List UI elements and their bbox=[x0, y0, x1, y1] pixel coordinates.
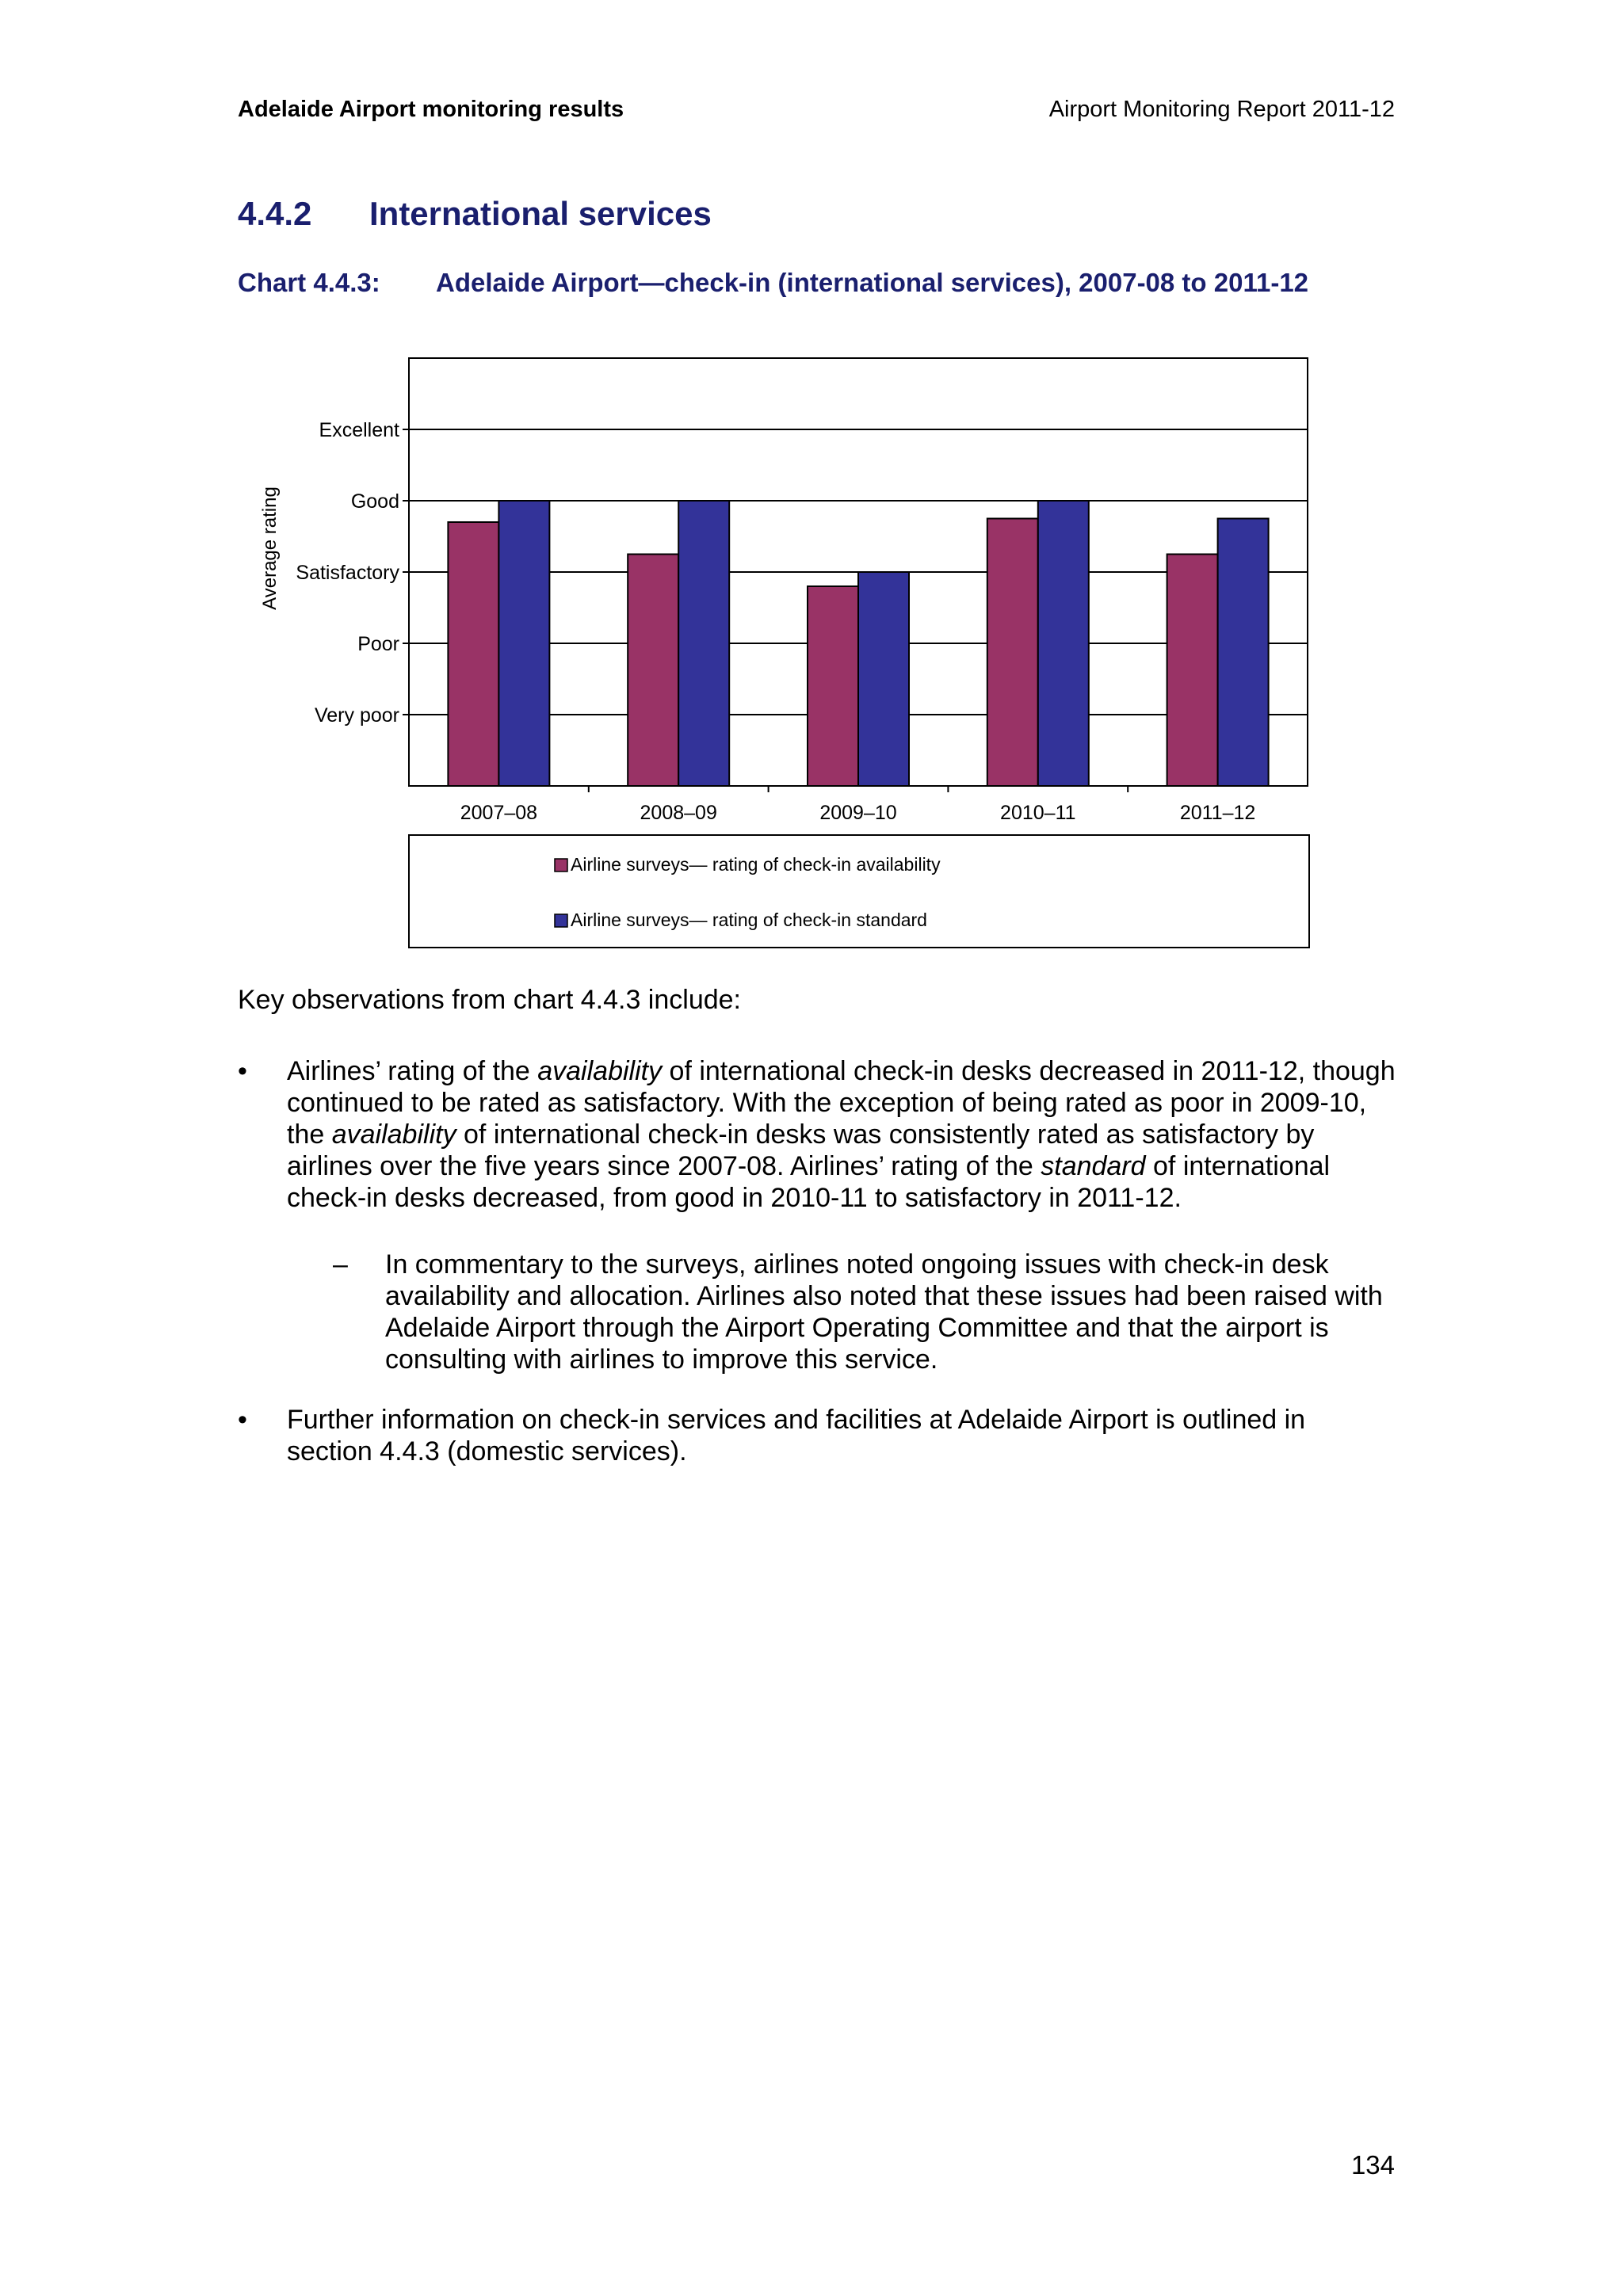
chart-caption bbox=[238, 268, 1308, 298]
bar-availability bbox=[448, 522, 498, 786]
sub-bullet-text: In commentary to the surveys, airlines noted ongoing issues with check-in desk availability and allocation. Airlines also noted that these issues had been raised with Adelaide Airport through the Airport Operating Committee and that the airport is consulting with airlines to improve this service. bbox=[385, 1249, 1383, 1375]
observations-intro: Key observations from chart 4.4.3 include: bbox=[238, 985, 741, 1015]
bar-availability bbox=[1167, 555, 1218, 787]
x-tick-label: 2008–09 bbox=[640, 802, 717, 824]
bar-standard bbox=[498, 501, 549, 786]
sub-bullet-dash: – bbox=[333, 1249, 348, 1280]
section-number: 4.4.2 bbox=[238, 195, 312, 232]
bar-standard bbox=[1038, 501, 1089, 786]
y-tick-label: Excellent bbox=[319, 419, 399, 441]
bar-chart bbox=[238, 349, 1323, 959]
running-header-left: Adelaide Airport monitoring results bbox=[238, 97, 624, 122]
bar-availability bbox=[628, 555, 678, 787]
x-tick-label: 2011–12 bbox=[1179, 802, 1256, 824]
y-tick-label: Satisfactory bbox=[296, 562, 399, 584]
legend-swatch bbox=[555, 859, 567, 871]
legend-label: Airline surveys— rating of check-in standard bbox=[571, 910, 927, 930]
bullet-1-emphasis: availability bbox=[331, 1119, 456, 1150]
bullet-1-emphasis: availability bbox=[537, 1056, 663, 1086]
bullet-symbol: • bbox=[238, 1056, 247, 1086]
page-number: 134 bbox=[1350, 2150, 1395, 2180]
bullet-symbol: • bbox=[238, 1405, 247, 1435]
section-heading bbox=[238, 195, 712, 233]
y-tick-label: Very poor bbox=[314, 704, 399, 727]
legend-swatch bbox=[555, 914, 567, 927]
bar-availability bbox=[808, 586, 858, 786]
legend-label: Airline surveys— rating of check-in availability bbox=[571, 854, 941, 875]
bar-standard bbox=[1218, 519, 1269, 787]
chart-title-text: Adelaide Airport—check-in (international services), 2007-08 to 2011-12 bbox=[436, 268, 1309, 297]
x-tick-label: 2007–08 bbox=[460, 802, 538, 824]
bullet-2-text: Further information on check-in services and facilities at Adelaide Airport is outlined in section 4.4.3 (domestic services). bbox=[287, 1405, 1306, 1466]
x-tick-label: 2010–11 bbox=[1000, 802, 1076, 824]
bar-availability bbox=[987, 519, 1038, 787]
y-axis-title: Average rating bbox=[259, 486, 281, 610]
bullet-1-part: Airlines’ rating of the bbox=[287, 1056, 538, 1086]
bullet-1-part: of international check-in desks decreased, from good in 2010-11 to satisfactory in 2011-12. bbox=[287, 1151, 1331, 1213]
running-header-right: Airport Monitoring Report 2011-12 bbox=[1048, 97, 1395, 122]
y-tick-label: Poor bbox=[357, 633, 399, 655]
legend-box bbox=[409, 835, 1309, 948]
bar-standard bbox=[678, 501, 729, 786]
bar-standard bbox=[858, 572, 909, 786]
x-tick-label: 2009–10 bbox=[819, 802, 897, 824]
bullet-1-part: of international check-in desks decreased in 2011-12, though continued to be rated as satisfactory. With the exception of being rated as poor in 2009-10, the bbox=[287, 1056, 1396, 1150]
bullet-1-part: of international check-in desks was consistently rated as satisfactory by airlines over the five years since 2007-08. Airlines’ rating of the bbox=[287, 1119, 1315, 1181]
chart-number: Chart 4.4.3: bbox=[238, 268, 380, 297]
section-title: International services bbox=[369, 195, 712, 232]
bullet-1-emphasis: standard bbox=[1041, 1151, 1146, 1181]
bullet-1-text bbox=[287, 1055, 1396, 1214]
y-tick-label: Good bbox=[350, 490, 399, 513]
